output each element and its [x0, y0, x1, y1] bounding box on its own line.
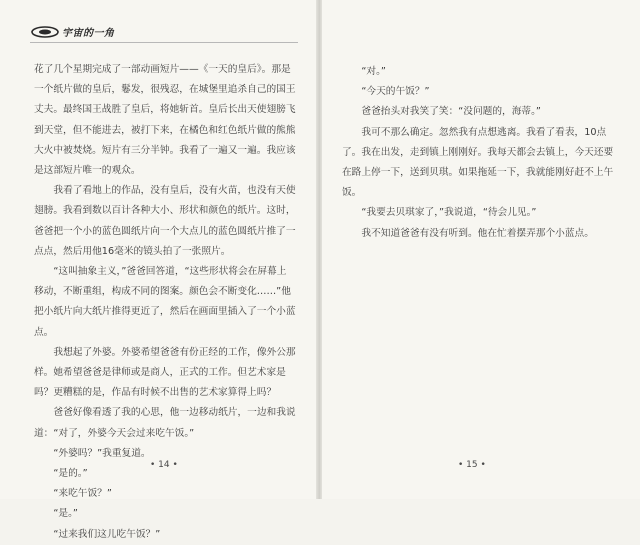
paragraph: “是。”: [53, 508, 78, 520]
page-number-right: • 15 •: [458, 460, 486, 470]
swirl-logo-icon: [30, 25, 60, 39]
paragraph: 我不知道爸爸有没有听到。他在忙着摆弄那个小蓝点。: [361, 227, 594, 239]
paragraph: “外婆吗？”我重复道。: [53, 447, 151, 459]
left-page: [0, 0, 318, 540]
left-page-text: [34, 60, 296, 545]
right-page-text: [342, 62, 618, 244]
page-number-left: • 14 •: [150, 460, 178, 470]
paragraph: “过来我们这儿吃午饭？”: [53, 528, 161, 540]
paragraph: “来吃午饭？”: [53, 488, 112, 500]
running-header: [30, 24, 115, 39]
header-rule: [30, 42, 298, 43]
paragraph: “是的。”: [53, 468, 88, 480]
paragraph: 我看了看地上的作品，没有皇后，没有火苗，也没有天使翅膀。我看到数以百计各种大小、形状和颜色的纸片。这时，爸爸把一个小的蓝色圆纸片向一个大点儿的蓝色圆纸片推了一点点，然后用他16毫米的镜头拍了一张照片。: [34, 185, 296, 257]
paragraph: 爸爸抬头对我笑了笑：“没问题的，海蒂。”: [361, 106, 541, 118]
paragraph: 花了几个星期完成了一部动画短片——《一天的皇后》。那是一个纸片做的皇后，鬈发，很残忍，在城堡里追杀自己的国王丈夫。最终国王战胜了皇后，将她斩首。皇后长出天使翅膀飞到天堂，但不能进去，被打下来，在橘色和红色纸片做的熊熊大火中被焚烧。短片有三分半钟。我看了一遍又一遍。我应该是这部短片唯一的观众。: [34, 64, 296, 177]
series-title: 宇宙的一角: [62, 28, 115, 39]
paragraph: 爸爸好像看透了我的心思，他一边移动纸片，一边和我说道：“对了，外婆今天会过来吃午饭。”: [34, 407, 296, 439]
paragraph: 我想起了外婆。外婆希望爸爸有份正经的工作，像外公那样。她希望爸爸是律师或是商人，正式的工作。但艺术家是吗？更糟糕的是，作品有时候不出售的艺术家算得上吗？: [34, 346, 296, 399]
paragraph: “今天的午饭？”: [361, 86, 430, 98]
paragraph: “我要去贝琪家了，”我说道，“待会儿见。”: [361, 207, 537, 219]
paragraph: “对。”: [361, 66, 386, 77]
right-page: [322, 0, 640, 499]
paragraph: “这叫抽象主义，”爸爸回答道，“这些形状将会在屏幕上移动，不断重组，构成不同的图案。颜色会不断变化……”他把小纸片向大纸片推得更近了，然后在画面里插入了一个小蓝点。: [34, 266, 296, 338]
paragraph: 我可不那么确定。忽然我有点想逃离。我看了看表，10点了。我在出发，走到镇上刚刚好。我每天都会去镇上，今天还要在路上停一下，送到贝琪。如果拖延一下，我就能刚好赶不上午饭。: [342, 126, 614, 199]
